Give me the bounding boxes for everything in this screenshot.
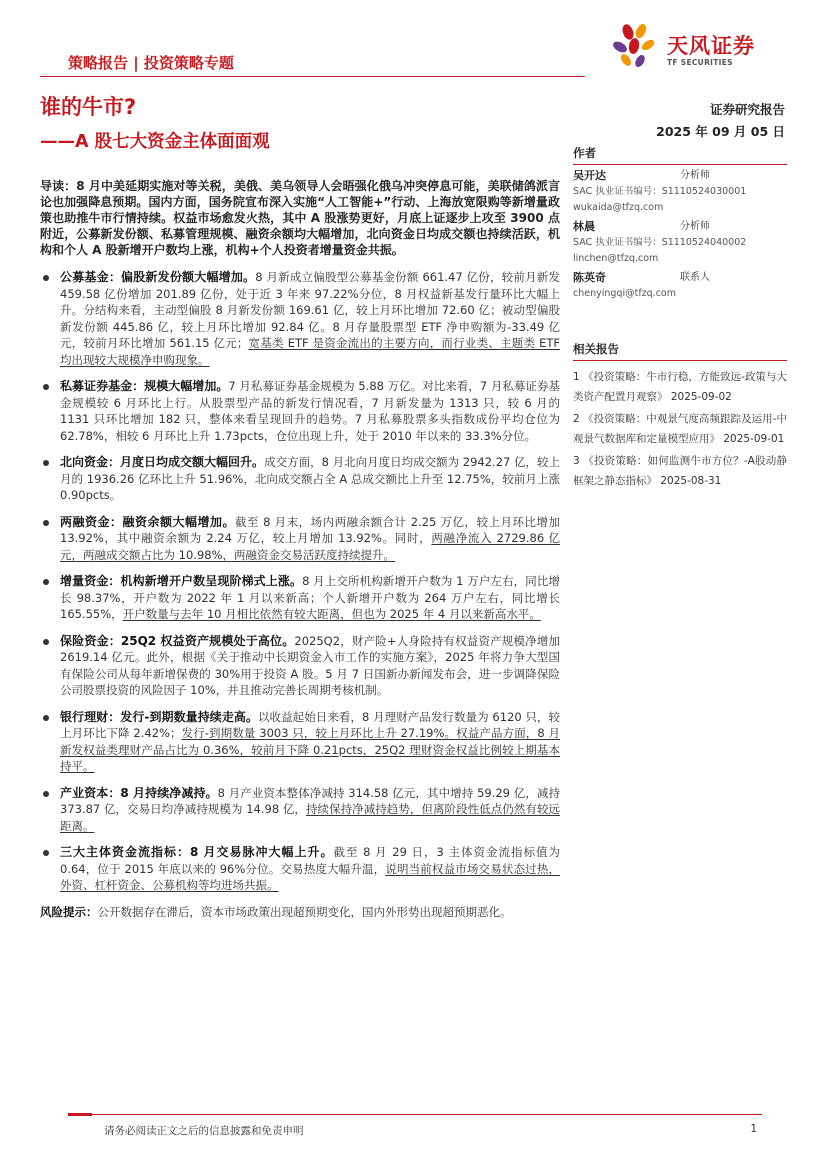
page-number: 1 [750, 1123, 757, 1135]
related-reports-list [573, 367, 787, 491]
bullet-item [40, 454, 560, 504]
intro-paragraph: 导读：8 月中美延期实施对等关税，美俄、美乌领导人会晤强化俄乌冲突停息可能，美联储鸽派言论也加强降息预期。国内方面，国务院宣布深入实施“人工智能+”行动、上海放宽限购等新增量政策也助推牛市行情持续。权益市场愈发火热，其中 A 股涨势更好，月底上证逐步上攻至 3900 点附近，公募新发份额、私募管理规模、融资余额均大幅增加，北向资金日均成交额也持续活跃，机构和个人 A 股新增开户数均上涨，机构+个人投资者增量资金共振。 [40, 179, 560, 257]
bullet-heading: 增量资金：机构新增开户数呈现阶梯式上涨。 [60, 574, 303, 588]
logo-text: 天风证券 [667, 34, 755, 58]
related-reports-heading: 相关报告 [573, 336, 787, 361]
footer-accent [68, 1113, 92, 1116]
author-role: 分析师 [680, 170, 710, 181]
related-report-item[interactable]: 1 《投资策略：牛市行稳，方能致远-政策与大类资产配置月观察》 2025-09-02 [573, 371, 787, 403]
bullet-text: 7 月私募证券基金规模为 5.88 万亿。对比来看，7 月私募证券基金规模较 6 月环比上行。从股票型产品的新发行情况看，7 月新发量为 1313 只，较 6 月的 1131 只环比增加 182 只，整体来看呈现回升的趋势。7 月私募股票多头指数成份平均仓位为 62.78%，相较 6 月环比上升 1.73pcts，仓位出现上升，处于 2010 年以来的 33.3%分位。 [60, 379, 560, 443]
footer-divider [92, 1114, 762, 1115]
bullet-icon [43, 460, 49, 466]
bullet-list [40, 269, 560, 894]
author-cert: SAC 执业证书编号：S1110524030001 [573, 186, 747, 197]
bullet-text: 成交方面，8 月北向月度日均成交额为 2942.27 亿，较上月的 1936.26 亿环比上升 51.96%，北向成交额占全 A 总成交额比上升至 12.75%，较前月上涨 0.90pcts。 [60, 455, 560, 502]
author-email[interactable]: wukaida@tfzq.com [573, 202, 664, 213]
author-role: 联系人 [680, 272, 710, 283]
author-cert: SAC 执业证书编号：S1110524040002 [573, 237, 747, 248]
related-report-item[interactable]: 2 《投资策略：中观景气度高频跟踪及运用-中观景气数据库和定量模型应用》 2025-09-01 [573, 413, 787, 445]
sidebar [573, 140, 787, 493]
author-name: 吴开达 [573, 169, 606, 182]
author-email[interactable]: linchen@tfzq.com [573, 253, 659, 264]
bullet-icon [43, 850, 49, 856]
bullet-item [40, 709, 560, 775]
bullet-text-underlined: 发行-到期数量 3003 只，较上月环比上升 27.19%。权益产品方面，8 月新发权益类理财产品占比为 0.36%，较前月下降 0.21pcts，25Q2 理财资金权益比例较上期基本持平。 [60, 726, 561, 773]
bullet-icon [43, 275, 49, 281]
bullet-item [40, 844, 560, 894]
bullet-heading: 两融资金：融资余额大幅增加。 [60, 514, 235, 529]
bullet-heading: 产业资本：8 月持续净减持。 [60, 785, 218, 800]
authors-heading: 作者 [573, 140, 787, 165]
bullet-item [40, 785, 560, 835]
bullet-text-underlined: 持续保持净减持趋势，但离阶段性低点仍然有较远距离。 [60, 802, 560, 833]
bullet-heading: 公募基金：偏股新发份额大幅增加。 [60, 270, 256, 284]
report-date: 2025 年 09 月 05 日 [656, 124, 785, 139]
bullet-icon [43, 791, 49, 797]
header-divider [40, 76, 585, 77]
author-card [573, 270, 787, 302]
author-name: 林晨 [573, 220, 595, 233]
bullet-text-underlined: 两融净流入 2729.86 亿元，两融成交额占比为 10.98%，两融资金交易活跃度持续提升。 [60, 531, 560, 562]
bullet-text: 8 月产业资本整体净减持 314.58 亿元，其中增持 59.29 亿，减持 373.87 亿，交易日均净减持规模为 14.98 亿， [60, 785, 560, 816]
page-title: 谁的牛市? [40, 95, 137, 119]
bullet-text-underlined: 说明当前权益市场交易状态过热，外资、杠杆资金、公募机构等均进场共振。 [60, 861, 560, 892]
main-content [40, 178, 560, 920]
author-email[interactable]: chenyingqi@tfzq.com [573, 288, 676, 299]
bullet-text: 以收益起始日来看，8 月理财产品发行数量为 6120 只，较上月环比下降 2.42%； [60, 709, 560, 740]
bullet-icon [43, 520, 49, 526]
logo-mark-icon [610, 22, 664, 68]
bullet-icon [43, 384, 49, 390]
risk-warning [40, 904, 560, 921]
bullet-icon [43, 579, 49, 585]
bullet-heading: 银行理财：发行-到期数量持续走高。 [60, 709, 258, 724]
page-subtitle: ——A 股七大资金主体面面观 [40, 132, 270, 152]
related-report-item[interactable]: 3 《投资策略：如何监测牛市方位？-A股动静框架之静态指标》 2025-08-31 [573, 455, 787, 487]
bullet-text: 截至 8 月 29 日，3 主体资金流指标值为 0.64，位于 2015 年底以来的 96%分位。交易热度大幅升温， [60, 845, 561, 876]
logo-subtext: TF SECURITIES [667, 58, 733, 67]
bullet-text-underlined: 开户数量与去年 10 月相比依然有较大距离，但也为 2025 年 4 月以来新高水平。 [122, 607, 541, 621]
bullet-item [40, 378, 560, 444]
report-type: 证券研究报告 [709, 102, 785, 117]
author-role: 分析师 [680, 221, 710, 232]
bullet-item [40, 514, 560, 564]
bullet-icon [43, 639, 49, 645]
bullet-heading: 北向资金：月度日均成交额大幅回升。 [60, 455, 265, 469]
bullet-text: 截至 8 月末，场内两融余额合计 2.25 万亿，较上月环比增加 13.92%，其中融资余额为 2.24 万亿，较上月增加 13.92%。同时， [60, 514, 560, 545]
bullet-text-underlined: 宽基类 ETF 是资金流出的主要方向，而行业类、主题类 ETF 均出现较大规模净申购现象。 [60, 336, 560, 367]
footer-disclaimer[interactable]: 请务必阅读正文之后的信息披露和免责申明 [104, 1125, 304, 1137]
bullet-heading: 三大主体资金流指标：8 月交易脉冲大幅上升。 [60, 845, 334, 859]
risk-label: 风险提示： [40, 904, 98, 919]
author-name: 陈英奇 [573, 271, 606, 284]
report-category: 策略报告 | 投资策略专题 [68, 54, 234, 72]
bullet-icon [43, 715, 49, 721]
bullet-heading: 私募证券基金：规模大幅增加。 [60, 379, 229, 393]
logo [610, 22, 770, 70]
bullet-heading: 保险资金：25Q2 权益资产规模处于高位。 [60, 633, 295, 648]
bullet-item [40, 573, 560, 623]
author-card [573, 219, 787, 267]
bullet-text: 8 月新成立偏股型公募基金份额 661.47 亿份，较前月新发 459.58 亿份增加 201.89 亿份，处于近 3 年来 97.22%分位，8 月权益新基发行量环比大幅上升。分结构来看，主动型偏股 8 月新发份额 169.61 亿，较上月环比增加 72.60 亿；被动型偏股新发份额 445.86 亿，较上月环比增加 92.84 亿。8 月存量股票型 ETF 净申购额为-33.49 亿元，较前月环比增加 561.15 亿元； [60, 270, 560, 350]
bullet-item [40, 633, 560, 699]
bullet-text: 2025Q2，财产险+人身险持有权益资产规模净增加 2619.14 亿元。此外，根据《关于推动中长期资金入市工作的实施方案》，2025 年将力争大型国有保险公司从每年新增保费的 30%用于投资 A 股。5 月 7 日国新办新闻发布会，进一步调降保险公司股票投资的风险因子 10%，并且推动完善长周期考核机制。 [60, 633, 560, 697]
risk-text: 公开数据存在滞后，资本市场政策出现超预期变化，国内外形势出现超预期恶化。 [97, 904, 512, 919]
bullet-text: 8 月上交所机构新增开户数为 1 万户左右，同比增长 98.37%，开户数为 2022 年 1 月以来新高；个人新增开户数为 264 万户左右，同比增长 165.55%， [60, 574, 560, 621]
author-card [573, 168, 787, 216]
bullet-item [40, 269, 560, 368]
